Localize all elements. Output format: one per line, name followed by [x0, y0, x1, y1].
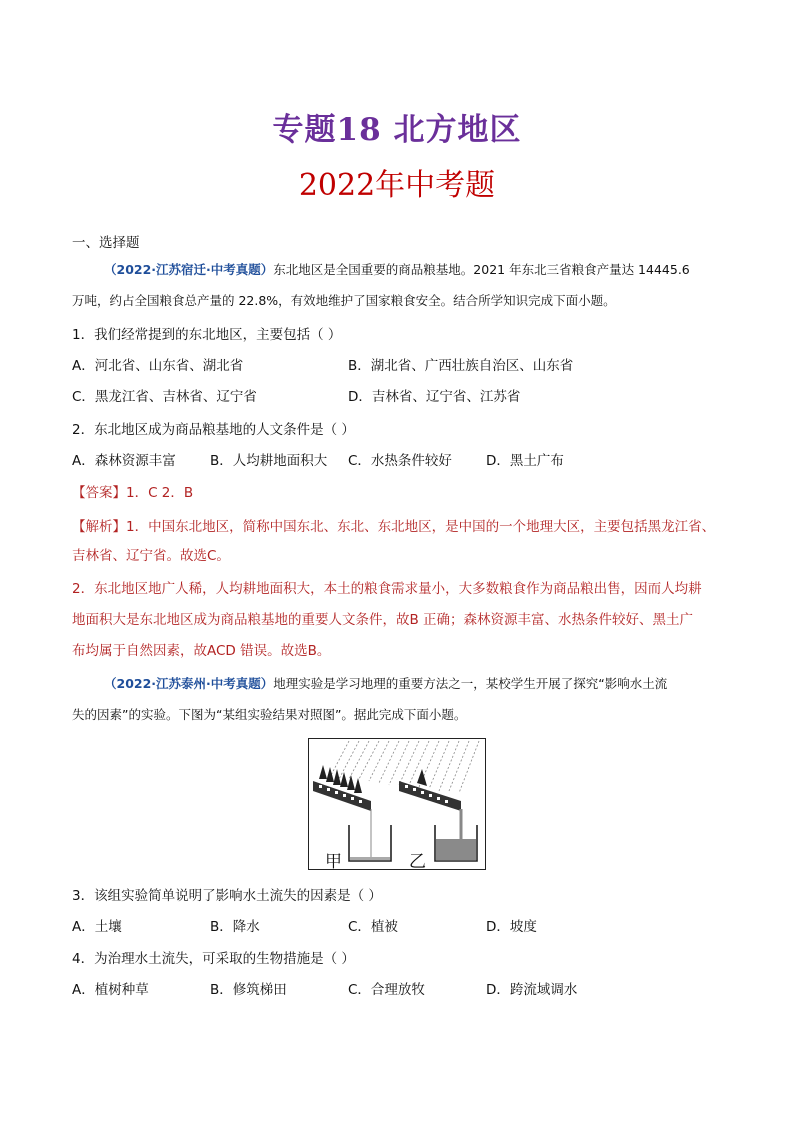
analysis-text1: 1．中国东北地区，简称中国东北、东北、东北地区，是中国的一个地理大区，主要包括黑龙江省、	[126, 519, 716, 535]
section-heading: 一、选择题	[72, 235, 140, 251]
passage2-text1: 地理实验是学习地理的重要方法之一，某校学生开展了探究“影响水土流	[273, 676, 668, 691]
analysis-line3: 2．东北地区地广人稀，人均耕地面积大，本土的粮食需求量小，大多数粮食作为商品粮出售，因而人均耕	[72, 581, 702, 597]
passage2-line1	[104, 674, 667, 694]
document-title: 专题18 北方地区	[272, 112, 522, 148]
beaker-right	[435, 825, 477, 861]
passage2-line2: 失的因素”的实验。下图为“某组实验结果对照图”。据此完成下面小题。	[72, 707, 467, 722]
q1-option-c[interactable]: C．黑龙江省、吉林省、辽宁省	[72, 389, 257, 405]
q3-option-c[interactable]: C．植被	[348, 919, 398, 935]
passage1-text1: 东北地区是全国重要的商品粮基地。2021 年东北三省粮食产量达 14445.6	[273, 262, 690, 277]
q2-option-d[interactable]: D．黑土广布	[486, 453, 564, 469]
q3-option-a[interactable]: A．土壤	[72, 919, 122, 935]
q1-option-a[interactable]: A．河北省、山东省、湖北省	[72, 358, 244, 374]
analysis-line1	[72, 517, 715, 537]
passage2-source: （2022·江苏泰州·中考真题）	[104, 676, 274, 691]
analysis-line4: 地面积大是东北地区成为商品粮基地的重要人文条件，故B 正确；森林资源丰富、水热条件较好、黑土广	[72, 612, 694, 628]
passage1-line1	[104, 260, 690, 280]
slope-left	[313, 765, 371, 811]
analysis-line5: 布均属于自然因素，故ACD 错误。故选B。	[72, 643, 331, 659]
beaker-left	[349, 825, 391, 861]
analysis-line2: 吉林省、辽宁省。故选C。	[72, 548, 230, 564]
q2-option-c[interactable]: C．水热条件较好	[348, 453, 452, 469]
question-3-stem: 3．该组实验简单说明了影响水土流失的因素是（ ）	[72, 888, 382, 904]
q4-option-c[interactable]: C．合理放牧	[348, 982, 425, 998]
q3-option-b[interactable]: B．降水	[210, 919, 260, 935]
question-4-stem: 4．为治理水土流失，可采取的生物措施是（ ）	[72, 951, 355, 967]
question-1-stem: 1．我们经常提到的东北地区，主要包括（ ）	[72, 327, 342, 343]
question-2-stem: 2．东北地区成为商品粮基地的人文条件是（ ）	[72, 422, 355, 438]
experiment-figure	[308, 738, 486, 870]
analysis-label: 【解析】	[72, 519, 126, 535]
label-jia: 甲	[325, 852, 342, 872]
q1-option-b[interactable]: B．湖北省、广西壮族自治区、山东省	[348, 358, 574, 374]
document-subtitle: 2022年中考题	[298, 168, 496, 203]
q4-option-a[interactable]: A．植树种草	[72, 982, 149, 998]
q4-option-d[interactable]: D．跨流域调水	[486, 982, 578, 998]
q2-option-a[interactable]: A．森林资源丰富	[72, 453, 176, 469]
q3-option-d[interactable]: D．坡度	[486, 919, 537, 935]
q2-option-b[interactable]: B．人均耕地面积大	[210, 453, 328, 469]
passage1-line2: 万吨，约占全国粮食总产量的 22.8%，有效地维护了国家粮食安全。结合所学知识完成下面小题。	[72, 293, 616, 308]
label-yi: 乙	[409, 852, 426, 872]
answer-line	[72, 483, 193, 503]
answer-text: 1．C 2．B	[126, 485, 194, 501]
q1-option-d[interactable]: D．吉林省、辽宁省、江苏省	[348, 389, 521, 405]
q4-option-b[interactable]: B．修筑梯田	[210, 982, 287, 998]
passage1-source: （2022·江苏宿迁·中考真题）	[104, 262, 274, 277]
answer-label: 【答案】	[72, 485, 126, 501]
slope-right	[399, 769, 461, 811]
